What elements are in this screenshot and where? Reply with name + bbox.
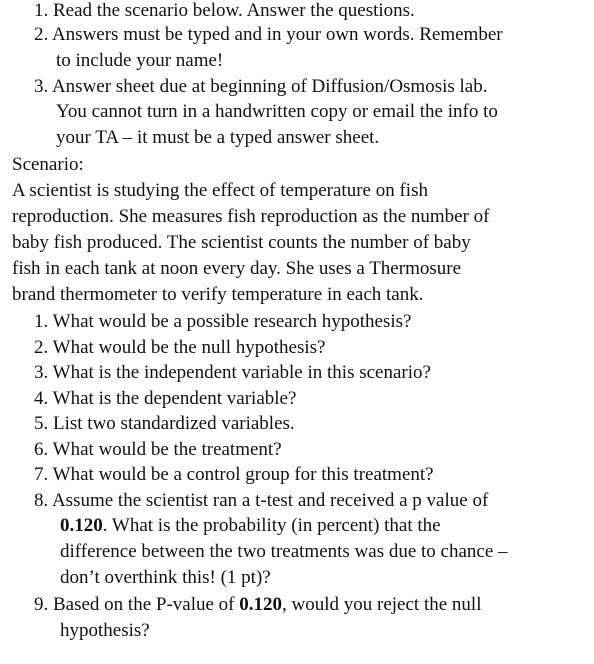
question-number: 9. [34,594,49,615]
scenario-heading: Scenario: [12,154,84,175]
instruction-2 [34,25,503,44]
p-value-bold: 0.120 [60,515,103,536]
question-6 [34,440,282,459]
question-text: Based on the P-value of [53,594,240,615]
instruction-text: Answers must be typed and in your own words. Remember [51,24,503,45]
question-8-continued: don’t overthink this! (1 pt)? [60,567,271,588]
question-8-continued [60,516,441,535]
question-text: What would be a possible research hypothesis? [52,311,412,332]
instruction-number: 2. [34,24,49,45]
scenario-line: fish in each tank at noon every day. She uses a Thermosure [12,258,462,279]
question-number: 5. [34,413,49,434]
question-text: . What is the probability (in percent) that the [102,515,441,536]
scenario-line: baby fish produced. The scientist counts the number of baby [12,232,471,253]
instruction-2-continued: to include your name! [56,50,224,71]
question-8 [34,491,488,510]
question-number: 6. [34,439,49,460]
question-text: What would be the null hypothesis? [52,337,326,358]
question-9 [34,595,481,614]
instruction-text: Read the scenario below. Answer the questions. [53,0,415,21]
question-text: Assume the scientist ran a t-test and received a p value of [51,490,489,511]
question-number: 3. [34,362,49,383]
question-text: What is the independent variable in this scenario? [52,362,431,383]
instruction-text: Answer sheet due at beginning of Diffusion/Osmosis lab. [51,76,488,97]
scenario-line: brand thermometer to verify temperature in each tank. [12,284,424,305]
question-text: What is the dependent variable? [52,388,297,409]
question-text: What would be a control group for this treatment? [52,464,434,485]
question-2 [34,338,325,357]
question-3 [34,363,431,382]
question-number: 7. [34,464,49,485]
question-text: What would be the treatment? [52,439,282,460]
instruction-number: 3. [34,76,49,97]
question-4 [34,389,296,408]
question-text: , would you reject the null [282,594,482,615]
instruction-3-continued: You cannot turn in a handwritten copy or email the info to [56,101,498,122]
question-5 [34,414,295,433]
question-7 [34,465,434,484]
question-number: 2. [34,337,49,358]
scenario-line: reproduction. She measures fish reproduction as the number of [12,206,490,227]
p-value-bold: 0.120 [239,594,283,615]
question-8-continued: difference between the two treatments was due to chance – [60,541,508,562]
instruction-number: 1. [34,0,49,21]
question-9-continued: hypothesis? [60,620,150,641]
instruction-3 [34,77,488,96]
question-number: 1. [34,311,49,332]
question-1 [34,312,411,331]
question-number: 4. [34,388,49,409]
scenario-line: A scientist is studying the effect of temperature on fish [12,180,428,201]
instruction-1 [34,1,415,20]
question-number: 8. [34,490,49,511]
instruction-3-continued: your TA – it must be a typed answer sheet. [56,127,380,148]
question-text: List two standardized variables. [53,413,295,434]
